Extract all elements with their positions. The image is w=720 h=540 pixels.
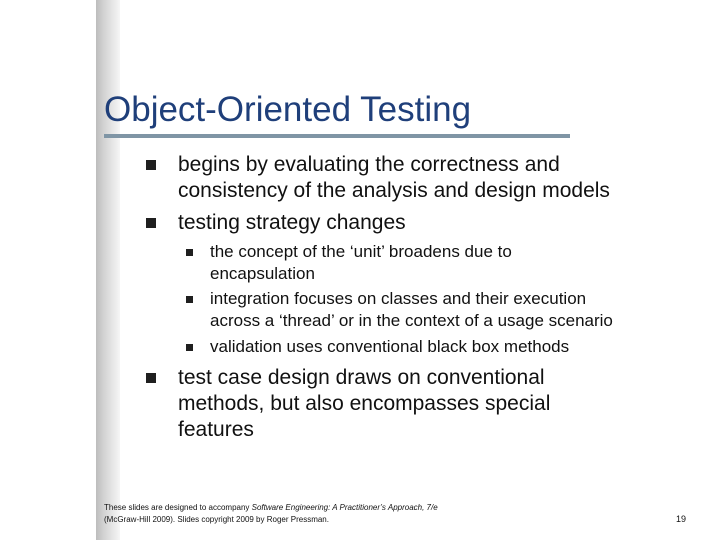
sub-bullet-line: integration focuses on classes and their execution [210,289,587,308]
bullet-text [178,210,406,236]
bullet-line: test case design draws on conventional [178,366,545,389]
bullet-line: methods, but also encompasses special [178,392,551,415]
title-underline [104,134,570,138]
decorative-side-band [96,0,120,540]
bullet-square-icon [146,373,156,383]
footer-line-2: (McGraw-Hill 2009). Slides copyright 2009 by Roger Pressman. [104,515,329,524]
sub-bullet-line: the concept of the ‘unit’ broadens due to [210,242,512,261]
footer-book-title: Software Engineering: A Practitioner’s Approach, 7/e [251,503,438,512]
sub-bullet-square-icon [186,344,193,351]
bullet-line: begins by evaluating the correctness and [178,153,560,176]
sub-bullet-square-icon [186,296,193,303]
slide-title: Object-Oriented Testing [104,90,472,129]
bullet-square-icon [146,218,156,228]
sub-bullet-line: across a ‘thread’ or in the context of a usage scenario [210,310,613,330]
bullet-text [178,152,610,204]
bullet-line: consistency of the analysis and design models [178,179,610,202]
bullet-text [178,365,550,443]
page-number: 19 [676,514,687,524]
sub-bullet-text [210,336,569,358]
footer-prefix: These slides are designed to accompany [104,503,252,512]
title-area [104,88,574,138]
sub-bullet-line: validation uses conventional black box methods [210,337,570,356]
bullet-line: testing strategy changes [178,211,406,234]
sub-bullet-text [210,288,613,331]
bullet-line: features [178,418,254,441]
footer-credit [104,502,438,526]
sub-bullet-text [210,241,512,284]
footer-line-1 [104,502,438,514]
sub-bullet-square-icon [186,249,193,256]
bullet-square-icon [146,160,156,170]
sub-bullet-line: encapsulation [210,263,315,283]
